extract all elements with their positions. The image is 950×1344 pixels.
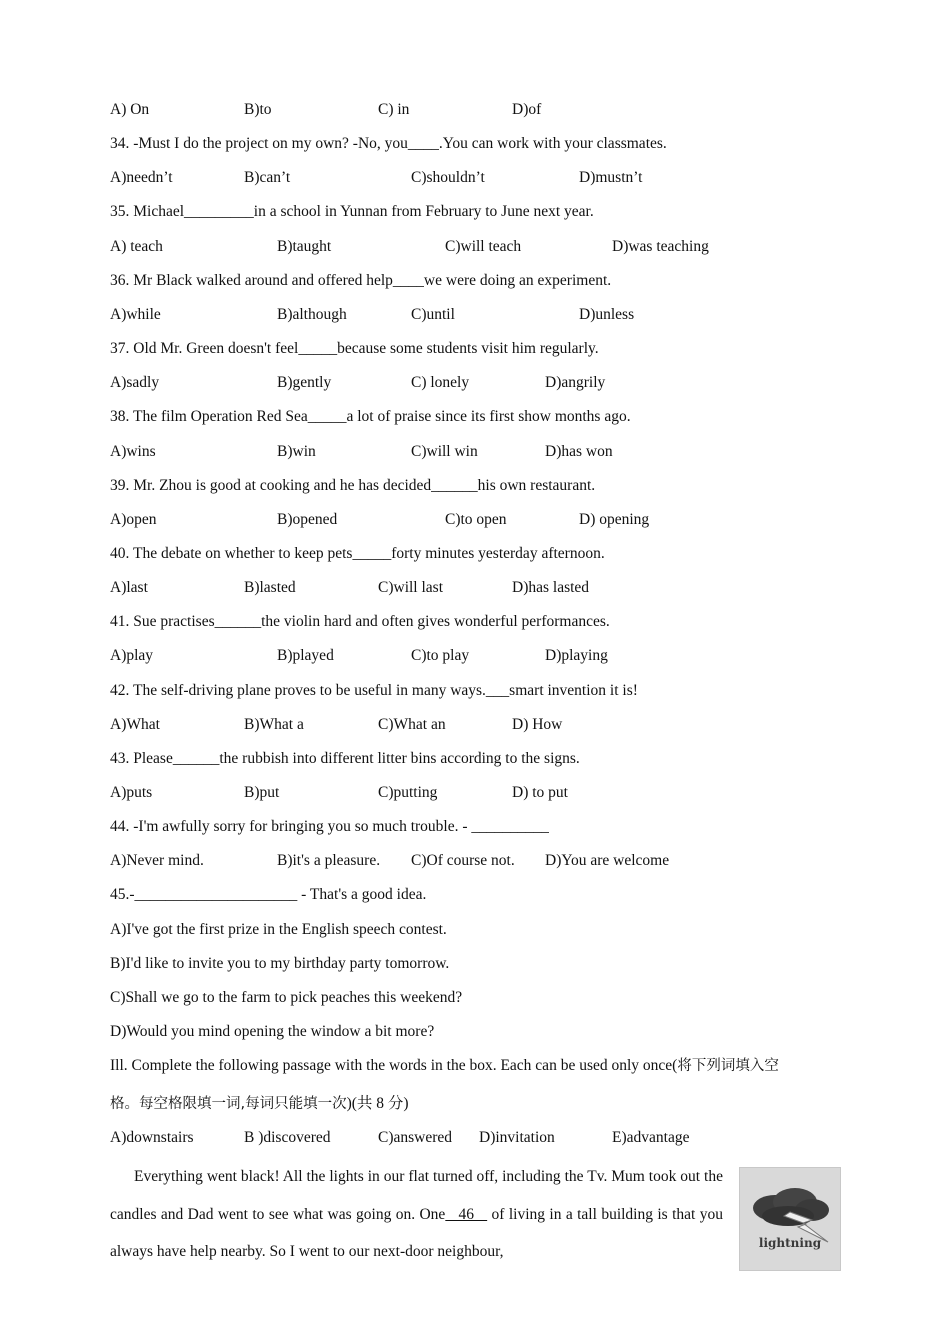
q34-option-d: D)mustn’t [579, 169, 643, 186]
q38-stem: 38. The film Operation Red Sea_____a lot of praise since its first show months ago. [110, 408, 631, 425]
q41-option-b: B)played [277, 647, 334, 664]
q43-option-a: A)puts [110, 784, 153, 801]
q36-stem: 36. Mr Black walked around and offered help____we were doing an experiment. [110, 272, 612, 289]
q35-option-b: B)taught [277, 238, 332, 255]
q44-option-c: C)Of course not. [411, 852, 515, 869]
q44-option-d: D)You are welcome [545, 852, 670, 869]
word-option-d: D)invitation [479, 1129, 555, 1146]
q33-option-c: C) in [378, 101, 410, 118]
word-option-e: E)advantage [612, 1129, 690, 1146]
section3-instruction-line2 [110, 1094, 409, 1114]
q36-option-a: A)while [110, 306, 161, 323]
q43-option-c: C)putting [378, 784, 438, 801]
passage-blank-46: 46 [445, 1205, 488, 1223]
word-option-b: B )discovered [244, 1129, 331, 1146]
section3-instruction-points: )(共 8 分) [346, 1095, 409, 1112]
q34-option-c: C)shouldn’t [411, 169, 485, 186]
q36-option-c: C)until [411, 306, 455, 323]
q34-option-a: A)needn’t [110, 169, 173, 186]
q39-option-c: C)to open [445, 511, 507, 528]
passage-text [110, 1158, 723, 1271]
q40-option-a: A)last [110, 579, 148, 596]
q43-option-b: B)put [244, 784, 280, 801]
section3-instruction-line1 [110, 1056, 779, 1076]
q40-option-c: C)will last [378, 579, 444, 596]
q44-option-a: A)Never mind. [110, 852, 204, 869]
q41-option-c: C)to play [411, 647, 470, 664]
q33-option-b: B)to [244, 101, 272, 118]
q37-option-b: B)gently [277, 374, 332, 391]
q34-option-b: B)can’t [244, 169, 291, 186]
q40-stem: 40. The debate on whether to keep pets_____forty minutes yesterday afternoon. [110, 545, 605, 562]
q38-option-c: C)will win [411, 443, 478, 460]
q43-stem: 43. Please______the rubbish into different litter bins according to the signs. [110, 750, 580, 767]
q33-option-a: A) On [110, 101, 150, 118]
section3-instruction-en: Ill. Complete the following passage with the words in the box. Each can be used only once( [110, 1057, 678, 1074]
q42-option-c: C)What an [378, 716, 446, 733]
q37-option-a: A)sadly [110, 374, 160, 391]
q42-option-b: B)What a [244, 716, 304, 733]
q35-option-a: A) teach [110, 238, 163, 255]
q38-option-b: B)win [277, 443, 316, 460]
section3-instruction-cn2: 格。每空格限填一词,每词只能填一次 [110, 1096, 347, 1112]
q39-option-d: D) opening [579, 511, 650, 528]
q42-option-d: D) How [512, 716, 563, 733]
q36-option-d: D)unless [579, 306, 635, 323]
word-option-c: C)answered [378, 1129, 453, 1146]
section3-instruction-cn1: 将下列词填入空 [677, 1058, 779, 1074]
q33-option-d: D)of [512, 101, 542, 118]
q41-stem: 41. Sue practises______the violin hard and often gives wonderful performances. [110, 613, 610, 630]
q45-stem: 45.-_____________________ - That's a good idea. [110, 886, 427, 903]
q39-option-a: A)open [110, 511, 157, 528]
q45-option-b: B)I'd like to invite you to my birthday party tomorrow. [110, 955, 450, 972]
q37-option-d: D)angrily [545, 374, 606, 391]
word-option-a: A)downstairs [110, 1129, 194, 1146]
q35-option-c: C)will teach [445, 238, 522, 255]
passage-part1: Everything went black! All the lights in our flat turned off, including the Tv. Mum took out the candles and Dad went to see what was going on. One [110, 1168, 723, 1223]
q43-option-d: D) to put [512, 784, 568, 801]
lightning-cloud-icon [740, 1168, 840, 1270]
q36-option-b: B)although [277, 306, 347, 323]
q45-option-c: C)Shall we go to the farm to pick peaches this weekend? [110, 989, 463, 1006]
q35-stem: 35. Michael_________in a school in Yunnan from February to June next year. [110, 203, 594, 220]
q39-stem: 39. Mr. Zhou is good at cooking and he has decided______his own restaurant. [110, 477, 596, 494]
q38-option-a: A)wins [110, 443, 156, 460]
q40-option-b: B)lasted [244, 579, 296, 596]
q44-option-b: B)it's a pleasure. [277, 852, 381, 869]
q42-stem: 42. The self-driving plane proves to be useful in many ways.___smart invention it is! [110, 682, 638, 699]
q44-stem: 44. -I'm awfully sorry for bringing you so much trouble. - __________ [110, 818, 549, 835]
lightning-label: lightning [758, 1236, 822, 1250]
q42-option-a: A)What [110, 716, 160, 733]
q45-option-d: D)Would you mind opening the window a bit more? [110, 1023, 435, 1040]
q41-option-d: D)playing [545, 647, 608, 664]
q45-option-a: A)I've got the first prize in the English speech contest. [110, 921, 447, 938]
q37-stem: 37. Old Mr. Green doesn't feel_____because some students visit him regularly. [110, 340, 599, 357]
q38-option-d: D)has won [545, 443, 613, 460]
q37-option-c: C) lonely [411, 374, 470, 391]
lightning-image [739, 1167, 841, 1271]
q39-option-b: B)opened [277, 511, 338, 528]
passage-part2: of living in a tall building is that you always have help nearby. So I went to our next-door neighbour, [110, 1205, 723, 1260]
q34-stem: 34. -Must I do the project on my own? -No, you____.You can work with your classmates. [110, 135, 667, 152]
q35-option-d: D)was teaching [612, 238, 709, 255]
q41-option-a: A)play [110, 647, 154, 664]
q40-option-d: D)has lasted [512, 579, 590, 596]
